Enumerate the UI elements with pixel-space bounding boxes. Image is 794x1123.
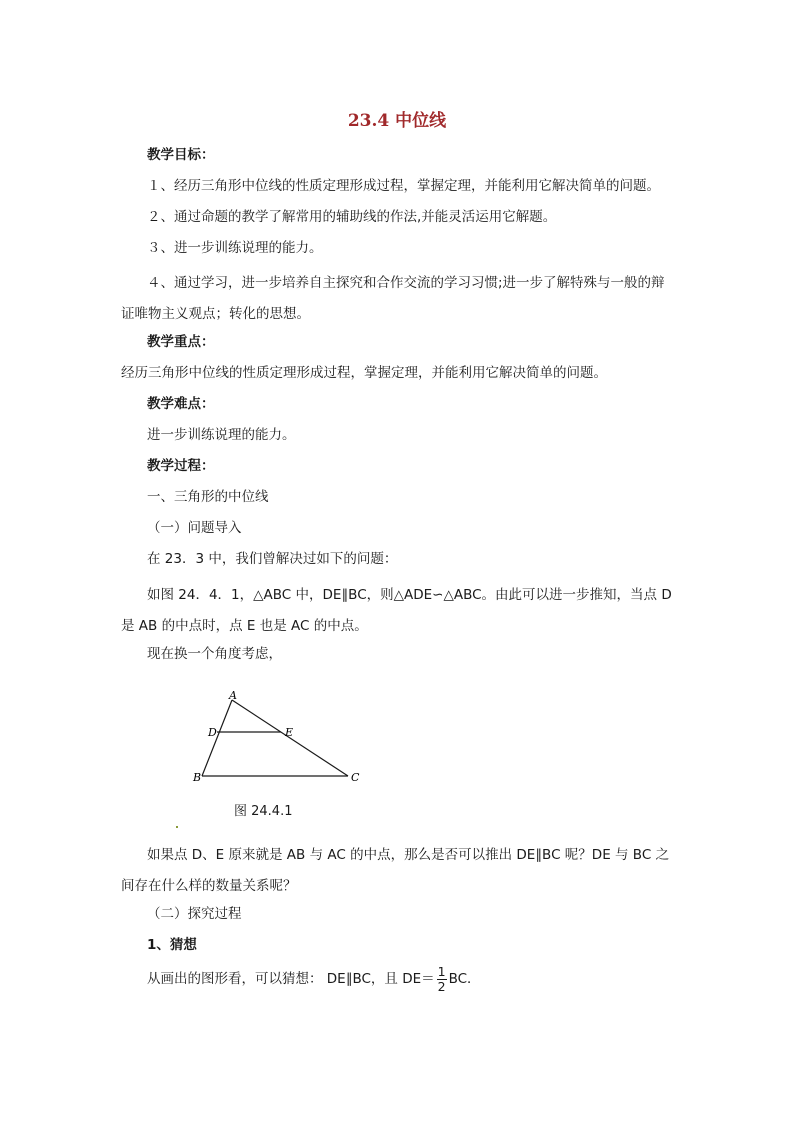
- fraction-numerator: 1: [437, 963, 446, 979]
- label-a: A: [229, 689, 237, 702]
- key-points-text: 经历三角形中位线的性质定理形成过程，掌握定理，并能利用它解决简单的问题。: [121, 365, 607, 381]
- label-b: B: [193, 771, 202, 784]
- step-1-heading: 1、猜想: [147, 937, 197, 953]
- paragraph-2: 如图 24．4．1，△ABC 中，DE∥BC，则△ADE∽△ABC。由此可以进一步推知，当点 D 是 AB 的中点时，点 E 也是 AC 的中点。: [121, 587, 672, 634]
- difficulties-heading: 教学难点：: [147, 396, 215, 412]
- objectives-heading: 教学目标：: [147, 147, 215, 163]
- conjecture-part1: DE∥BC，且 DE＝: [322, 971, 435, 987]
- side-ab: [202, 700, 232, 776]
- objective-item-3: ３、进一步训练说理的能力。: [147, 240, 323, 256]
- figure-caption: 图 24.4.1: [234, 804, 293, 819]
- label-c: C: [351, 771, 360, 784]
- objective-item-4: ４、通过学习，进一步培养自主探究和合作交流的学习习惯;进一步了解特殊与一般的辩证唯物主义观点；转化的思想。: [121, 275, 665, 322]
- conjecture-line: [147, 964, 481, 994]
- stray-mark: [176, 826, 178, 828]
- objective-item-1: １、经历三角形中位线的性质定理形成过程，掌握定理，并能利用它解决简单的问题。: [147, 178, 660, 194]
- fraction-denominator: 2: [437, 978, 446, 994]
- key-points-heading: 教学重点：: [147, 334, 215, 350]
- subsection-2-heading: （二）探究过程: [147, 906, 242, 922]
- objective-item-2: ２、通过命题的教学了解常用的辅助线的作法,并能灵活运用它解题。: [147, 209, 557, 225]
- paragraph-1: 在 23．3 中，我们曾解决过如下的问题：: [147, 551, 398, 567]
- label-d: D: [208, 726, 217, 739]
- difficulties-text: 进一步训练说理的能力。: [147, 427, 296, 443]
- page-title: 23.4 中位线: [347, 111, 447, 131]
- conjecture-suffix: BC．: [448, 971, 481, 987]
- paragraph-4: 如果点 D、E 原来就是 AB 与 AC 的中点，那么是否可以推出 DE∥BC 呢？DE 与 BC 之间存在什么样的数量关系呢？: [121, 847, 670, 894]
- section-1-heading: 一、三角形的中位线: [147, 489, 269, 505]
- label-e: E: [285, 726, 294, 739]
- conjecture-prefix: 从画出的图形看，可以猜想：: [147, 971, 323, 987]
- paragraph-3: 现在换一个角度考虑，: [147, 646, 282, 662]
- subsection-1-heading: （一）问题导入: [147, 520, 242, 536]
- fraction-one-half: [437, 965, 447, 994]
- process-heading: 教学过程：: [147, 458, 215, 474]
